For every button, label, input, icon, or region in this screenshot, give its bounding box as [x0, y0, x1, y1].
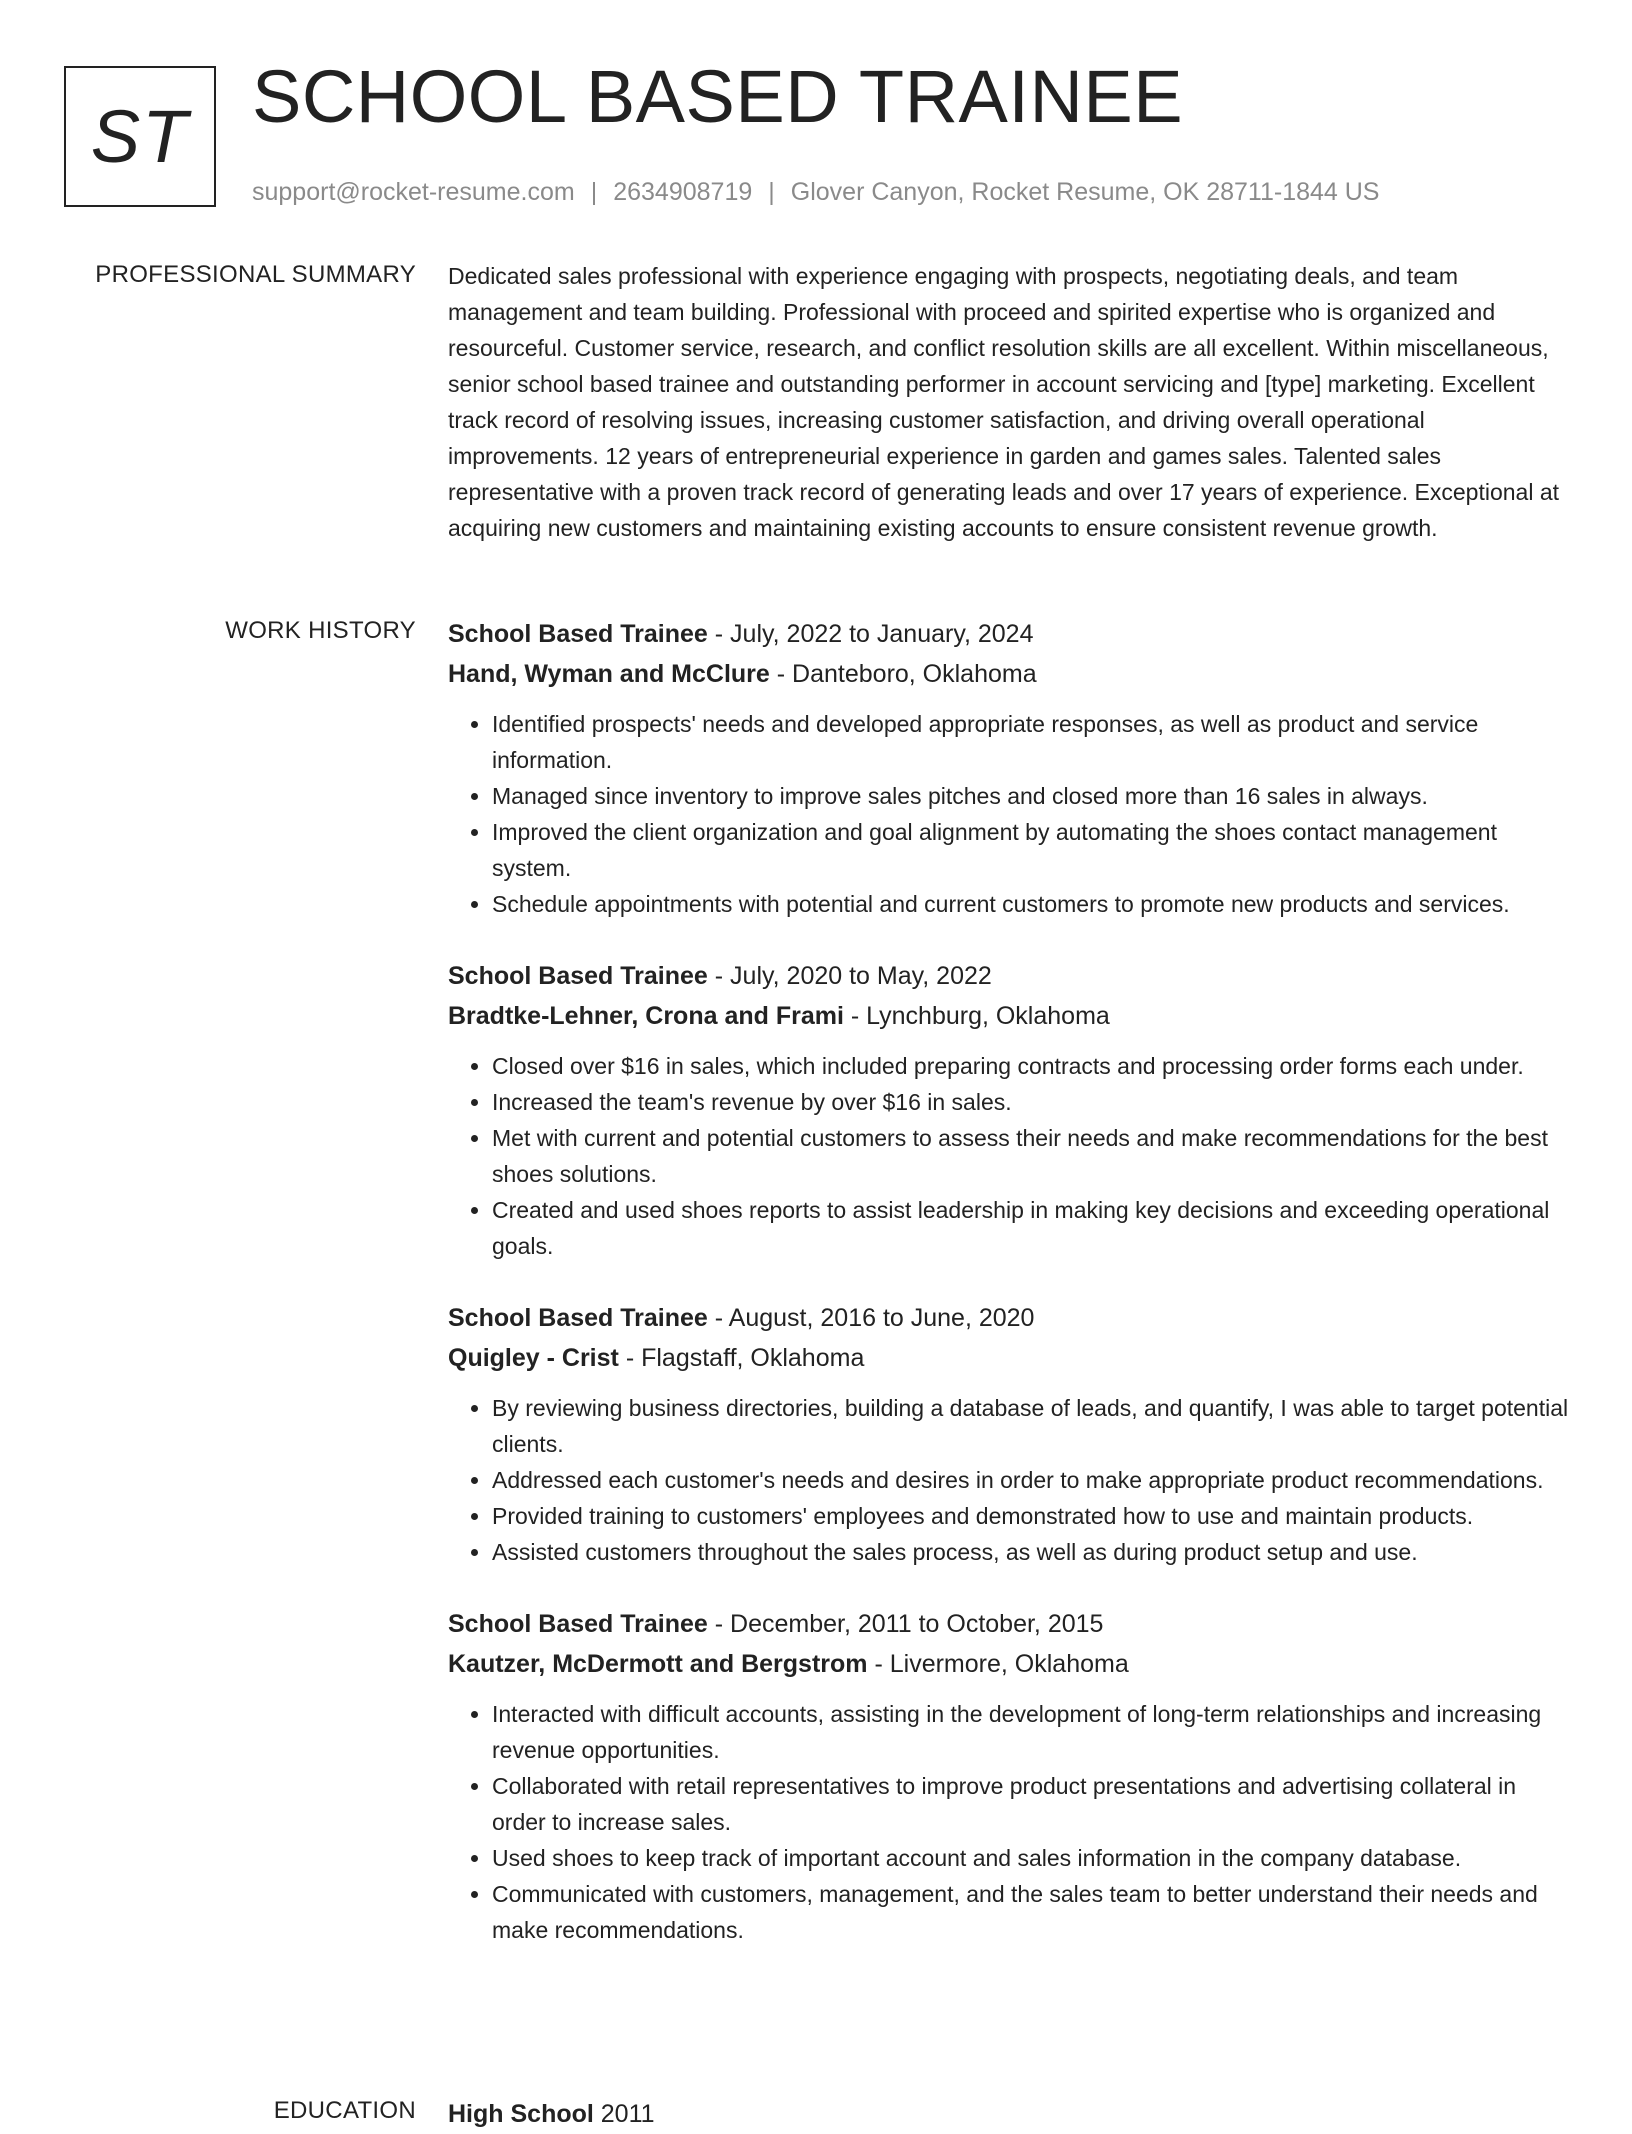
job-bullet: • Closed over $16 in sales, which included preparing contracts and processing order forms each under. [492, 1048, 1572, 1084]
job-bullet: • Communicated with customers, management, and the sales team to better understand their needs and make recommendations. [492, 1876, 1572, 1948]
job-entry [448, 614, 1572, 922]
education-title: EDUCATION [273, 2097, 416, 2124]
job-bullet: • Assisted customers throughout the sales process, as well as during product setup and use. [492, 1534, 1572, 1570]
job-bullets [448, 706, 1572, 922]
job-bullet: • Created and used shoes reports to assist leadership in making key decisions and exceeding operational goals. [492, 1192, 1572, 1264]
job-bullets [448, 1048, 1572, 1264]
job-bullet: • Identified prospects' needs and developed appropriate responses, as well as product and service information. [492, 706, 1572, 778]
job-role: School Based Trainee [448, 1304, 708, 1332]
summary-text: Dedicated sales professional with experience engaging with prospects, negotiating deals, and team management and team building. Professional with proceed and spirited expertise who is organized and resourceful. Customer service, research, and conflict resolution skills are all excellent. Within miscellaneous, senior school based trainee and outstanding performer in account servicing and [type] marketing. Excellent track record of resolving issues, increasing customer satisfaction, and driving overall operational improvements. 12 years of entrepreneurial experience in garden and games sales. Talented sales representative with a proven track record of generating leads and over 17 years of experience. Exceptional at acquiring new customers and maintaining existing accounts to ensure consistent revenue growth. [448, 263, 1560, 541]
job-company-line [448, 996, 1572, 1036]
job-dates: - August, 2016 to June, 2020 [707, 1304, 1035, 1332]
summary-title: PROFESSIONAL SUMMARY [95, 261, 416, 288]
job-title-line [448, 1298, 1572, 1338]
job-entry [448, 1298, 1572, 1570]
job-bullet: • Managed since inventory to improve sales pitches and closed more than 16 sales in always. [492, 778, 1572, 814]
job-role: School Based Trainee [448, 962, 708, 990]
contact-separator: | [590, 178, 598, 206]
job-location: - Livermore, Oklahoma [867, 1650, 1129, 1678]
work-history-body [448, 614, 1572, 1982]
job-company: Quigley - Crist [448, 1344, 619, 1372]
job-dates: - July, 2020 to May, 2022 [707, 962, 992, 990]
education-year: 2011 [593, 2100, 655, 2128]
job-title-line [448, 1604, 1572, 1644]
job-role: School Based Trainee [448, 1610, 708, 1638]
job-entry [448, 1604, 1572, 1948]
job-bullet: • Addressed each customer's needs and desires in order to make appropriate product recommendations. [492, 1462, 1572, 1498]
job-bullet: • Improved the client organization and goal alignment by automating the shoes contact management system. [492, 814, 1572, 886]
job-entry [448, 956, 1572, 1264]
contact-line [252, 176, 1380, 209]
job-role: School Based Trainee [448, 620, 708, 648]
job-bullet: • Interacted with difficult accounts, assisting in the development of long-term relationships and increasing revenue opportunities. [492, 1696, 1572, 1768]
contact-phone: 2634908719 [613, 178, 753, 206]
job-company-line [448, 654, 1572, 694]
job-bullet: • Met with current and potential customers to assess their needs and make recommendations for the best shoes solutions. [492, 1120, 1572, 1192]
job-company: Bradtke-Lehner, Crona and Frami [448, 1002, 844, 1030]
job-bullet: • By reviewing business directories, building a database of leads, and quantify, I was able to target potential clients. [492, 1390, 1572, 1462]
education-line [448, 2094, 1572, 2134]
job-bullet: • Provided training to customers' employees and demonstrated how to use and maintain products. [492, 1498, 1572, 1534]
contact-separator: | [768, 178, 775, 206]
monogram-badge: ST [64, 66, 216, 207]
job-bullets [448, 1696, 1572, 1948]
contact-email: support@rocket-resume.com [252, 178, 575, 206]
job-location: - Flagstaff, Oklahoma [618, 1344, 865, 1372]
job-bullet: • Schedule appointments with potential and current customers to promote new products and services. [492, 886, 1572, 922]
job-location: - Lynchburg, Oklahoma [843, 1002, 1110, 1030]
resume-name: SCHOOL BASED TRAINEE [252, 55, 1184, 138]
work-history-title: WORK HISTORY [225, 617, 416, 644]
job-dates: - July, 2022 to January, 2024 [707, 620, 1034, 648]
job-company: Hand, Wyman and McClure [448, 660, 770, 688]
job-bullets [448, 1390, 1572, 1570]
job-bullet: • Used shoes to keep track of important account and sales information in the company database. [492, 1840, 1572, 1876]
summary-body [448, 258, 1572, 546]
job-bullet: • Increased the team's revenue by over $16 in sales. [492, 1084, 1572, 1120]
contact-address: Glover Canyon, Rocket Resume, OK 28711-1844 US [790, 178, 1380, 206]
job-company-line [448, 1644, 1572, 1684]
job-company: Kautzer, McDermott and Bergstrom [448, 1650, 868, 1678]
job-title-line [448, 956, 1572, 996]
job-title-line [448, 614, 1572, 654]
job-bullet: • Collaborated with retail representatives to improve product presentations and advertising collateral in order to increase sales. [492, 1768, 1572, 1840]
education-degree: High School [448, 2100, 594, 2128]
education-body [448, 2094, 1572, 2134]
job-location: - Danteboro, Oklahoma [769, 660, 1037, 688]
job-company-line [448, 1338, 1572, 1378]
job-dates: - December, 2011 to October, 2015 [707, 1610, 1104, 1638]
